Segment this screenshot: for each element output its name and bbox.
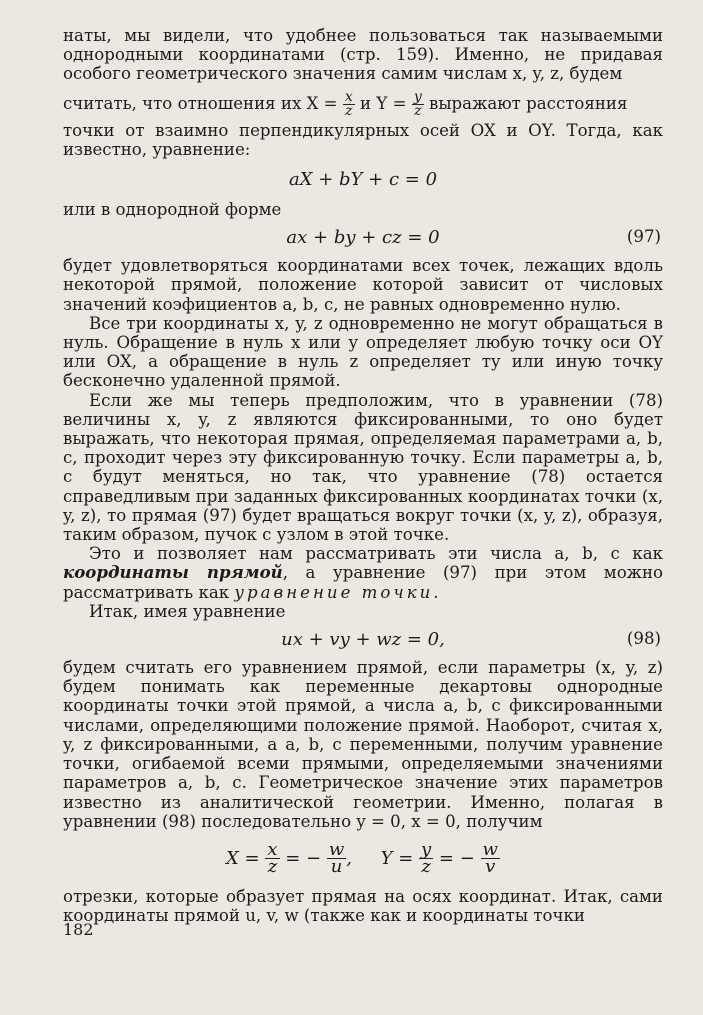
text-segment: выражают расстояния bbox=[423, 93, 628, 113]
formula-98-text: ux + vy + wz = 0, bbox=[281, 629, 445, 651]
paragraph-3: будет удовлетворяться координатами всех точек, лежащих вдоль некоторой прямой, положение которой зависит от числовых значений коэфициентов a, b, c, не равных одновременно нулю. bbox=[63, 256, 663, 314]
paragraph-2: или в однородной форме bbox=[63, 200, 282, 220]
paragraph-6 bbox=[63, 544, 663, 602]
paragraph-9: отрезки, которые образует прямая на осях координат. Итак, сами координаты прямой u, v, w (также как и координаты точки bbox=[63, 886, 663, 926]
formula-part: = − bbox=[279, 847, 327, 869]
emphasis-point-equation: уравнение точки. bbox=[234, 582, 442, 602]
fraction-y-over-z: $\frac{y}{z}$ bbox=[413, 88, 422, 119]
paragraph-1a: наты, мы видели, что удобнее пользоваться так называемыми однородными координатами (стр. 159). Именно, не придавая особого геометрического значения самим числам x, y, z, будем bbox=[63, 26, 663, 84]
paragraph-5: Если же мы теперь предположим, что в уравнении (78) величины x, y, z являются фиксированными, то оно будет выражать, что некоторая прямая, определяемая параметрами a, b, c, проходит через эту фиксированную точку. Если параметры a, b, c будут меняться, но так, что уравнение (78) остается справедливым при заданных фиксированных координатах точки (x, y, z), то прямая (97) будет вращаться вокруг точки (x, y, z), образуя, таким образом, пучок с узлом в этой точке. bbox=[63, 390, 663, 545]
equation-number-98: (98) bbox=[626, 629, 661, 649]
formula-part: = − bbox=[433, 847, 481, 869]
formula-97-text: ax + by + cz = 0 bbox=[286, 227, 440, 249]
paragraph-8: будем считать его уравнением прямой, если параметры (x, y, z) будем понимать как переменные декартовы однородные координаты точки этой прямой, а числа a, b, c фиксированными числами, определяющими положение прямой. Наоборот, считая x, y, z фиксированными, а a, b, c переменными, получим уравнение точки, огибаемой всеми прямыми, определяемыми значениями параметров a, b, c. Геометрическое значение этих параметров известно из аналитической геометрии. Именно, полагая в уравнении (98) последовательно y = 0, x = 0, получим bbox=[63, 658, 663, 831]
formula-part: X = bbox=[226, 847, 266, 869]
paragraph-1b bbox=[63, 87, 663, 121]
fraction-w-over-u: $\frac{w}{u}$ bbox=[328, 839, 345, 878]
fraction-x-over-z: $\frac{x}{z}$ bbox=[344, 88, 353, 119]
formula-part: , Y = bbox=[346, 847, 420, 869]
text-segment: , а уравнение (97) при этом можно рассматривать как bbox=[63, 563, 663, 602]
fraction-w-over-v: $\frac{w}{v}$ bbox=[482, 839, 498, 878]
paragraph-4: Все три координаты x, y, z одновременно не могут обращаться в нуль. Обращение в нуль x или y определяет любую точку оси OY или OX, а обращение в нуль z определяет ту или иную точку бесконечно удаленной прямой. bbox=[63, 313, 663, 391]
equation-number-97: (97) bbox=[626, 227, 661, 247]
text-segment: считать, что отношения их X = bbox=[63, 93, 343, 113]
paragraph-1c: точки от взаимно перпендикулярных осей OX и OY. Тогда, как известно, уравнение: bbox=[63, 120, 663, 159]
paragraph-7: Итак, имея уравнение bbox=[89, 601, 286, 621]
formula-98 bbox=[63, 629, 663, 650]
fraction-x-over-z: $\frac{x}{z}$ bbox=[267, 839, 278, 878]
formula-1-text: aX + bY + c = 0 bbox=[288, 169, 438, 191]
text-segment: и Y = bbox=[354, 93, 412, 113]
formula-97 bbox=[63, 227, 663, 248]
formula-intercepts bbox=[63, 839, 663, 879]
page-number: 182 bbox=[63, 920, 94, 939]
text-segment: Это и позволяет нам рассматривать эти числа a, b, c как bbox=[89, 544, 663, 564]
fraction-y-over-z: $\frac{y}{z}$ bbox=[421, 839, 432, 878]
formula-1 bbox=[63, 169, 663, 190]
emphasis-line-coordinates: координаты прямой bbox=[63, 562, 283, 583]
